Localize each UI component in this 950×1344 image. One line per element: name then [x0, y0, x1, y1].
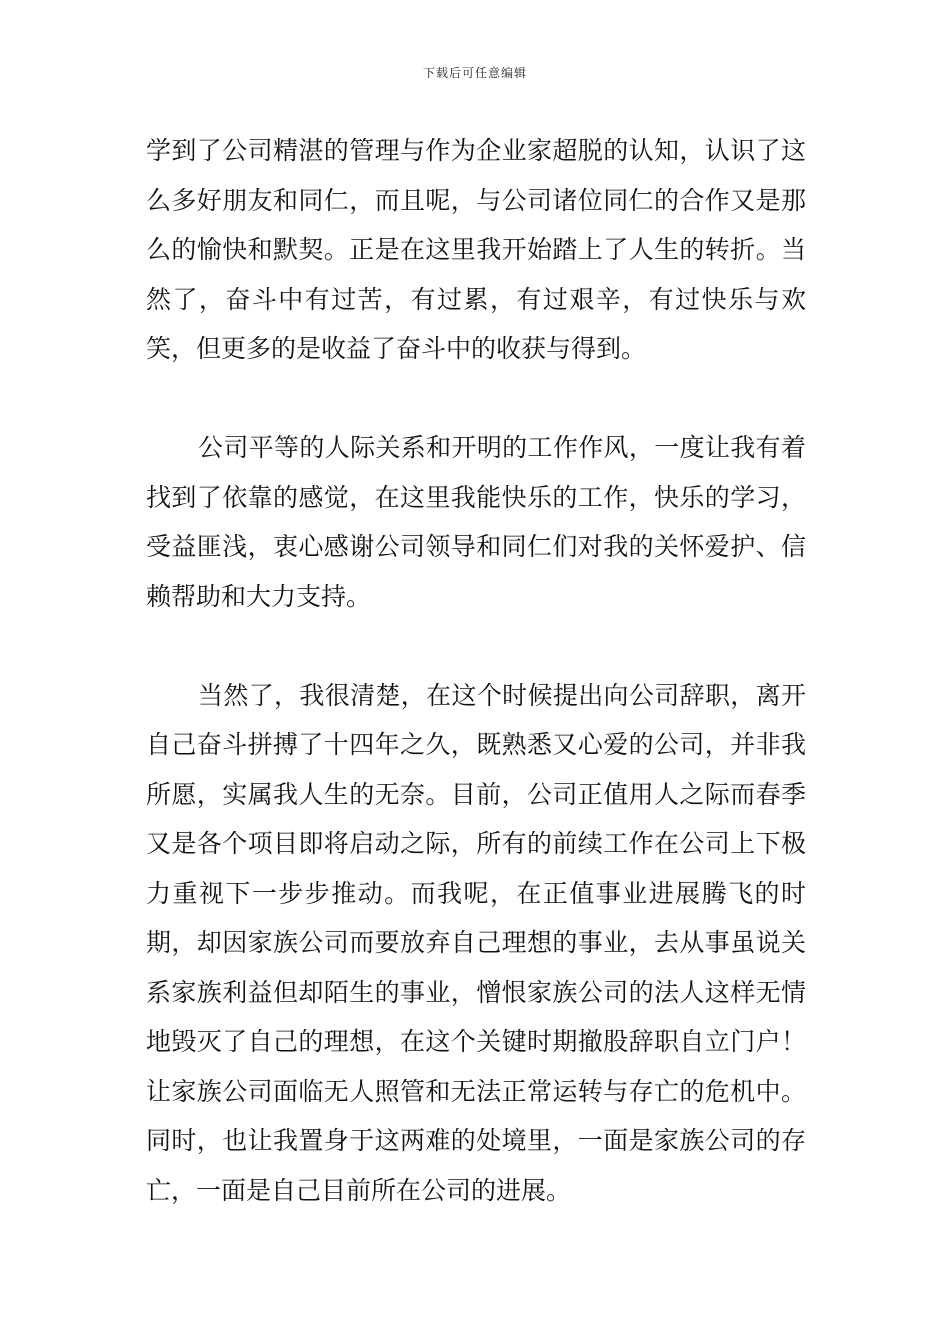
- document-body: [146, 126, 806, 1215]
- header-note: 下载后可任意编辑: [422, 66, 527, 80]
- paragraph-1: 学到了公司精湛的管理与作为企业家超脱的认知，认识了这么多好朋友和同仁，而且呢，与公司诸位同仁的合作又是那么的愉快和默契。正是在这里我开始踏上了人生的转折。当然了，奋斗中有过苦，有过累，有过艰辛，有过快乐与欢笑，但更多的是收益了奋斗中的收获与得到。: [146, 136, 806, 363]
- paragraph-3: 当然了，我很清楚，在这个时候提出向公司辞职，离开自己奋斗拼搏了十四年之久，既熟悉又心爱的公司，并非我所愿，实属我人生的无奈。目前，公司正值用人之际而春季又是各个项目即将启动之际，所有的前续工作在公司上下极力重视下一步步推动。而我呢，在正值事业进展腾飞的时期，却因家族公司而要放弃自己理想的事业，去从事虽说关系家族利益但却陌生的事业，憎恨家族公司的法人这样无情地毁灭了自己的理想，在这个关键时期撤股辞职自立门户！让家族公司面临无人照管和无法正常运转与存亡的危机中。同时，也让我置身于这两难的处境里，一面是家族公司的存亡，一面是自己目前所在公司的进展。: [146, 680, 806, 1205]
- paragraph-2: 公司平等的人际关系和开明的工作作风，一度让我有着找到了依靠的感觉，在这里我能快乐的工作，快乐的学习，受益匪浅，衷心感谢公司领导和同仁们对我的关怀爱护、信赖帮助和大力支持。: [146, 433, 806, 611]
